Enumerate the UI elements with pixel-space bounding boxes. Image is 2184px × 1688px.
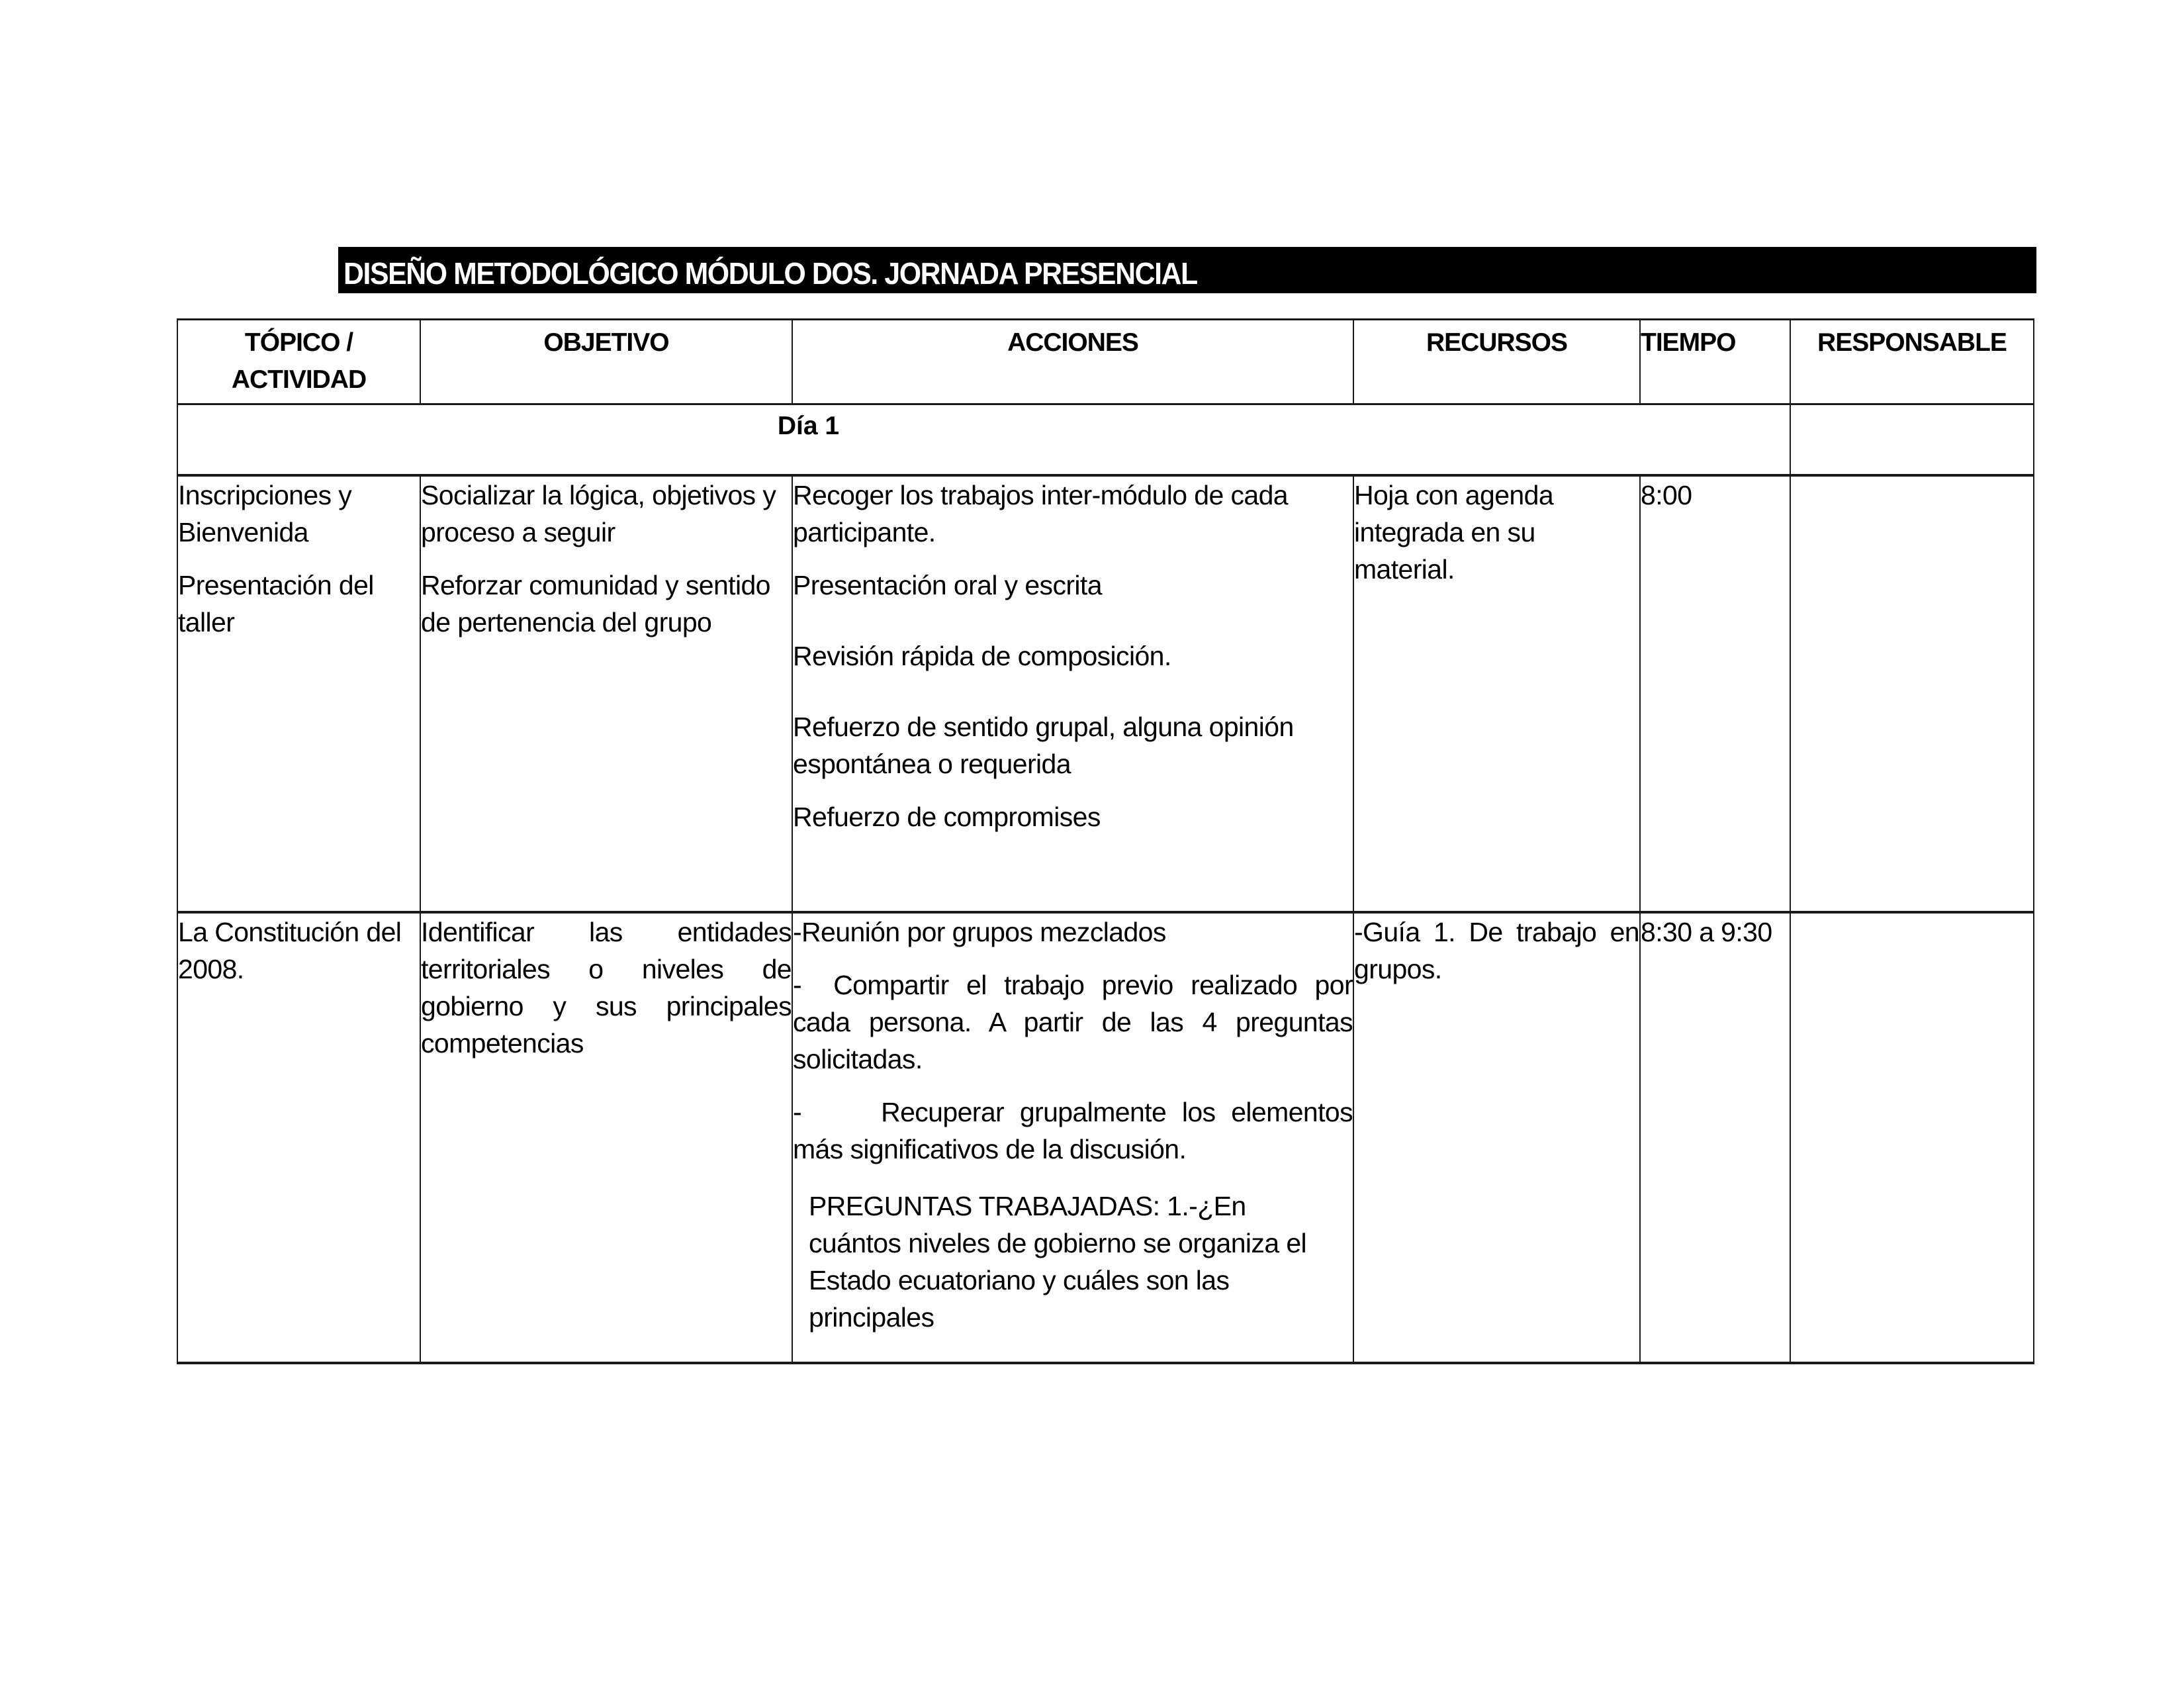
- resources-cell: [1353, 912, 1640, 1363]
- topic-cell: [177, 475, 420, 912]
- action-text: Refuerzo de compromises: [793, 801, 1101, 832]
- day-label: Día 1: [777, 412, 840, 440]
- table-row: [177, 912, 2034, 1363]
- responsible-cell: [1790, 475, 2034, 912]
- action-bullet: -: [793, 969, 802, 1000]
- topic-text: Presentación del taller: [178, 569, 374, 637]
- action-text: Compartir el trabajo previo realizado por cada persona. A partir de las 4 preguntas solicitadas.: [793, 969, 1353, 1074]
- actions-cell: [792, 912, 1353, 1363]
- day-row: [177, 404, 2034, 475]
- responsible-cell: [1790, 912, 2034, 1363]
- action-text: -Reunión por grupos mezclados: [793, 916, 1166, 947]
- objective-cell: [420, 475, 792, 912]
- action-text: Revisión rápida de composición.: [793, 640, 1171, 671]
- document-title: DISEÑO METODOLÓGICO MÓDULO DOS. JORNADA PRESENCIAL: [343, 256, 1197, 291]
- objective-text: Identificar las entidades territoriales o niveles de gobierno y sus principales competencias: [421, 916, 792, 1058]
- header-resources: RECURSOS: [1353, 320, 1640, 404]
- day-responsible-cell: [1790, 404, 2034, 475]
- action-bullet: -: [793, 1096, 802, 1127]
- action-text: Recuperar grupalmente los elementos más significativos de la discusión.: [793, 1096, 1353, 1164]
- action-item: [793, 1094, 1353, 1168]
- methodology-table: [177, 318, 2034, 1364]
- document-title-bar: [338, 247, 2036, 293]
- action-text: Presentación oral y escrita: [793, 569, 1102, 600]
- questions-text: PREGUNTAS TRABAJADAS: 1.-¿En cuántos niveles de gobierno se organiza el Estado ecuatoriano y cuáles son las principales: [809, 1190, 1307, 1333]
- day-cell: [177, 404, 1790, 475]
- objective-text: Reforzar comunidad y sentido de pertenencia del grupo: [421, 569, 770, 637]
- objective-cell: [420, 912, 792, 1363]
- header-topic-line2: ACTIVIDAD: [231, 365, 367, 394]
- header-topic: [177, 320, 420, 404]
- header-responsible: RESPONSABLE: [1790, 320, 2034, 404]
- action-item: [793, 966, 1353, 1078]
- resources-text: Hoja con agenda integrada en su material.: [1354, 479, 1554, 585]
- topic-cell: [177, 912, 420, 1363]
- header-topic-line1: TÓPICO /: [244, 328, 353, 357]
- time-text: 8:00: [1641, 479, 1692, 510]
- header-row: [177, 320, 2034, 404]
- header-objective: OBJETIVO: [420, 320, 792, 404]
- topic-text: Inscripciones y Bienvenida: [178, 479, 352, 547]
- table-row: [177, 475, 2034, 912]
- time-cell: [1640, 912, 1790, 1363]
- header-actions: ACCIONES: [792, 320, 1353, 404]
- header-time: TIEMPO: [1640, 320, 1790, 404]
- objective-text: Socializar la lógica, objetivos y proceso a seguir: [421, 479, 776, 547]
- time-text: 8:30 a 9:30: [1641, 916, 1772, 947]
- action-text: Recoger los trabajos inter-módulo de cada participante.: [793, 479, 1288, 547]
- topic-text: La Constitución del 2008.: [178, 916, 402, 984]
- resources-text: -Guía 1. De trabajo en grupos.: [1354, 916, 1639, 984]
- actions-cell: [792, 475, 1353, 912]
- action-text: Refuerzo de sentido grupal, alguna opinión espontánea o requerida: [793, 711, 1294, 779]
- time-cell: [1640, 475, 1790, 912]
- resources-cell: [1353, 475, 1640, 912]
